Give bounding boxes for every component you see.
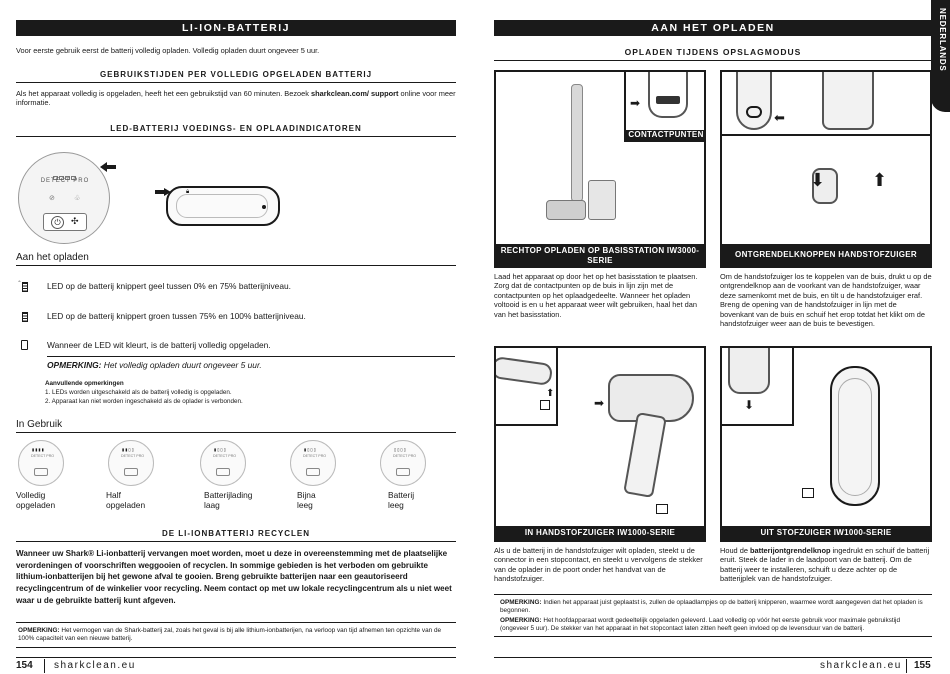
extra-item: 1. LEDs worden uitgeschakeld als de batterij volledig is opgeladen.	[45, 389, 232, 396]
led-row-white: Wanneer de LED wit kleurt, is de batterij volledig opgeladen.	[47, 340, 271, 350]
mini-brand: DETECT PRO	[31, 454, 55, 458]
note-label: OPMERKING:	[47, 360, 102, 370]
extra-item: 2. Apparaat kan niet worden ingeschakeld als de oplader is verbonden.	[45, 397, 243, 405]
language-tab-label: NEDERLANDS	[938, 8, 947, 72]
battery-lock-icon: 🔒︎	[186, 189, 190, 195]
right-header: AAN HET OPLADEN	[494, 20, 932, 36]
right-note-2	[494, 614, 932, 637]
runtime-heading: GEBRUIKSTIJDEN PER VOLLEDIG OPGELADEN BATTERIJ	[16, 70, 456, 83]
bars-2-icon: ▮▮▯▯	[122, 447, 135, 452]
led-bars-icon	[53, 167, 79, 172]
panel-label: ONTGRENDELKNOPPEN HANDSTOFZUIGER	[722, 244, 930, 266]
led-heading: LED-BATTERIJ VOEDINGS- EN OPLAADINDICATOREN	[16, 124, 456, 137]
site-left[interactable]: sharkclean.eu	[54, 660, 136, 671]
mini-buttons	[306, 468, 320, 476]
tube-end-illustration	[822, 70, 874, 130]
bars-1-icon: ▮▯▯▯	[214, 447, 227, 452]
usage-caption: Bijna leeg	[297, 490, 316, 510]
mini-buttons	[34, 468, 48, 476]
panel-upright-charging	[494, 70, 706, 268]
usage-state-almost-empty	[290, 440, 336, 510]
note-label: OPMERKING:	[500, 599, 542, 606]
arrow-down-icon: ⬇	[810, 170, 826, 190]
note-text: Indien het apparaat juist geplaatst is, zullen de oplaadlampjes op de batterij knipperen, waarmee wordt aangegeven dat het opladen is begonnen.	[500, 599, 923, 614]
bottom-note-label: OPMERKING:	[18, 627, 60, 634]
usage-caption: Half opgeladen	[106, 490, 146, 510]
arrow-right-icon: ➡	[630, 96, 641, 110]
footer-rule	[494, 657, 932, 658]
note-text: Het hoofdapparaat wordt gedeeltelijk opgeladen geleverd. Laad volledig op vóór het eerste gebruik voor maximale gebruikstijd (ongeveer 5 uur). De stekker van het apparaat in het stopcontact laten zitten heeft geen invloed op de levensduur van de batterij.	[500, 617, 900, 632]
panel-text: Als u de batterij in de handstofzuiger wilt opladen, steekt u de connector in een stopcontact, en steekt u vervolgens de stekker van de oplader in de poort onder het handvat van de handstofzuiger.	[494, 546, 703, 584]
panel-text-1: Houd de	[720, 546, 750, 555]
bars-0-icon: ▯▯▯▯	[394, 447, 407, 452]
handvac-rear-illustration	[728, 346, 770, 394]
arrow-right-icon	[164, 188, 171, 196]
runtime-text-1: Als het apparaat volledig is opgeladen, heeft het een gebruikstijd van 60 minuten. Bezoek	[16, 89, 312, 98]
runtime-text	[16, 89, 456, 108]
panel-release-buttons	[720, 70, 932, 268]
charger-plug-icon	[540, 400, 550, 410]
battery-illustration	[166, 186, 280, 226]
mode-icon: ⊘	[49, 195, 55, 202]
panel-text-bold: batterijontgrendelknop	[750, 546, 831, 555]
battery-led	[262, 205, 266, 209]
site-right[interactable]: sharkclean.eu	[820, 660, 902, 671]
port-detail-inset	[496, 348, 558, 426]
usage-state-half	[106, 440, 154, 510]
bars-1-icon: ▮▯▯▯	[304, 447, 317, 452]
panel-in-handvac	[494, 346, 706, 542]
charger-plug-icon	[802, 488, 814, 498]
left-header: LI-ION-BATTERIJ	[16, 20, 456, 36]
usage-states	[18, 440, 458, 516]
handle-illustration	[494, 356, 553, 386]
charger-plug-icon	[656, 504, 668, 514]
battery-inner	[176, 194, 268, 218]
language-tab	[931, 0, 950, 112]
mini-buttons	[124, 468, 138, 476]
display-illustration	[18, 152, 110, 244]
divider	[47, 356, 455, 357]
leaf-icon: ♧	[74, 195, 81, 202]
handvac-handle-illustration	[623, 412, 667, 498]
mini-brand: DETECT PRO	[213, 454, 237, 458]
led-row-yellow: LED op de batterij knippert geel tussen 0% en 75% batterijniveau.	[47, 281, 291, 291]
panel-text	[720, 546, 932, 584]
battery-pack-illustration	[830, 366, 880, 506]
handvac-illustration	[736, 70, 772, 130]
release-button	[746, 106, 762, 118]
usage-state-low	[200, 440, 253, 510]
contact-points	[656, 96, 680, 104]
arrow-right-icon: ➡	[594, 396, 605, 410]
arrow-stem-2	[155, 190, 164, 194]
mini-buttons	[216, 468, 230, 476]
contact-socket	[648, 72, 688, 118]
runtime-link[interactable]: sharkclean.com/ support	[311, 89, 399, 98]
bottom-note	[16, 622, 456, 648]
page-number-left: 154	[16, 660, 33, 671]
panel-label: RECHTOP OPLADEN OP BASISSTATION IW3000-SERIE	[496, 244, 704, 266]
release-detail-top	[722, 72, 930, 136]
control-buttons	[43, 213, 87, 231]
runtime-text-2: online voor meer informatie.	[16, 89, 456, 108]
vacuum-tube-illustration	[571, 84, 583, 202]
blinking-battery-icon	[18, 309, 32, 325]
mini-brand: DETECT PRO	[393, 454, 417, 458]
contact-label: CONTACTPUNTEN	[626, 130, 706, 140]
arrow-up-icon: ⬆	[872, 170, 888, 190]
mini-buttons	[396, 468, 410, 476]
charging-title: Aan het opladen	[16, 252, 456, 266]
arrow-down-icon: ⬇	[744, 398, 755, 412]
mini-brand: DETECT PRO	[303, 454, 327, 458]
led-row-green: LED op de batterij knippert groen tussen 75% en 100% batterijniveau.	[47, 311, 306, 321]
power-icon: ⏻	[51, 216, 64, 229]
panel-text: Laad het apparaat op door het op het basisstation te plaatsen. Zorg dat de contactpunten op de buis in lijn zijn met de contactpunten op het oplaadgedeelte. Wanneer het opladen voltooid is en u het apparaat weer wilt gebruiken, haal het dan van het basisstation.	[494, 272, 698, 319]
panel-text: Om de handstofzuiger los te koppelen van de buis, drukt u op de ontgrendelknop aan de voorkant van de handstofzuiger, waar deze samenkomt met de buis, en tilt u de handstofzuiger eraf. Breng de opening van de handstofzuiger in lijn met de bovenkant van de buis en schuif het erop totdat het klikt om de handstofzuiger weer aan de buis te bevestigen.	[720, 272, 932, 329]
usage-state-empty	[380, 440, 426, 510]
panel-label: UIT STOFZUIGER IW1000-SERIE	[722, 526, 930, 540]
storage-heading: OPLADEN TIJDENS OPSLAGMODUS	[494, 47, 932, 61]
page-number-right: 155	[914, 660, 931, 671]
footer-divider	[906, 659, 907, 673]
battery-full-icon	[21, 340, 28, 350]
panel-label: IN HANDSTOFZUIGER IW1000-SERIE	[496, 526, 704, 540]
usage-caption: Batterijlading laag	[204, 490, 253, 510]
base-station-illustration	[588, 180, 616, 220]
intro-text: Voor eerste gebruik eerst de batterij volledig opladen. Volledig opladen duurt ongeveer 5 uur.	[16, 46, 320, 55]
extra-title: Aanvullende opmerkingen	[45, 380, 124, 387]
fan-icon: ✣	[71, 216, 79, 226]
usage-state-full	[16, 440, 64, 510]
usage-caption: Volledig opgeladen	[16, 490, 56, 510]
panel-out-of-vacuum	[720, 346, 932, 542]
battery-release-inset	[722, 348, 794, 426]
arrow-stem	[107, 165, 116, 169]
extra-list	[45, 389, 243, 406]
in-use-title: In Gebruik	[16, 419, 456, 433]
floor-head-illustration	[546, 200, 586, 220]
contact-detail-inset	[624, 72, 706, 142]
mini-brand: DETECT PRO	[121, 454, 145, 458]
note-charging	[47, 360, 262, 370]
note-label: OPMERKING:	[500, 617, 542, 624]
note-text: Het volledig opladen duurt ongeveer 5 uur.	[101, 360, 262, 370]
bars-4-icon: ▮▮▮▮	[32, 447, 45, 452]
blinking-battery-icon: ⸞	[18, 279, 32, 295]
footer-rule	[16, 657, 456, 658]
footer-divider	[44, 659, 45, 673]
arrow-left-icon: ⬅	[774, 110, 785, 125]
display-brand: DETECT PRO	[40, 178, 90, 184]
bottom-note-text: Het vermogen van de Shark-batterij zal, zoals het geval is bij alle lithium-ionbatterijen, na verloop van tijd afnemen ten opzichte van de 100% capaciteit van een nieuwe batterij.	[18, 627, 442, 642]
arrow-up-icon: ⬆	[546, 388, 555, 399]
usage-caption: Batterij leeg	[388, 490, 415, 510]
recycle-text: Wanneer uw Shark® Li-ionbatterij vervangen moet worden, moet u deze in overeenstemming met de plaatselijke verordeningen of voorschriften weggooien of recyclen. In sommige gebieden is het verboden om gebruikte lithium-ionbatterijen bij het gewone afval te gooien. Breng gebruikte batterijen naar een geautoriseerd recyclingcentrum of de winkelier voor recycling. Neem contact op met uw lokale recyclingcentrum als u niet weet waar u de gebruikte batterij kunt afgeven.	[16, 549, 452, 605]
recycle-heading: DE LI-IONBATTERIJ RECYCLEN	[16, 529, 456, 542]
panel-text-2: ingedrukt en schuif de batterij eruit. Steek de lader in de laadpoort van de batterij. Om de batterij weer te installeren, schuift u deze achter op de batterijplek van de handstofzuiger.	[720, 546, 930, 584]
battery-pack-inner	[838, 378, 872, 496]
arrow-left-icon	[100, 162, 107, 172]
